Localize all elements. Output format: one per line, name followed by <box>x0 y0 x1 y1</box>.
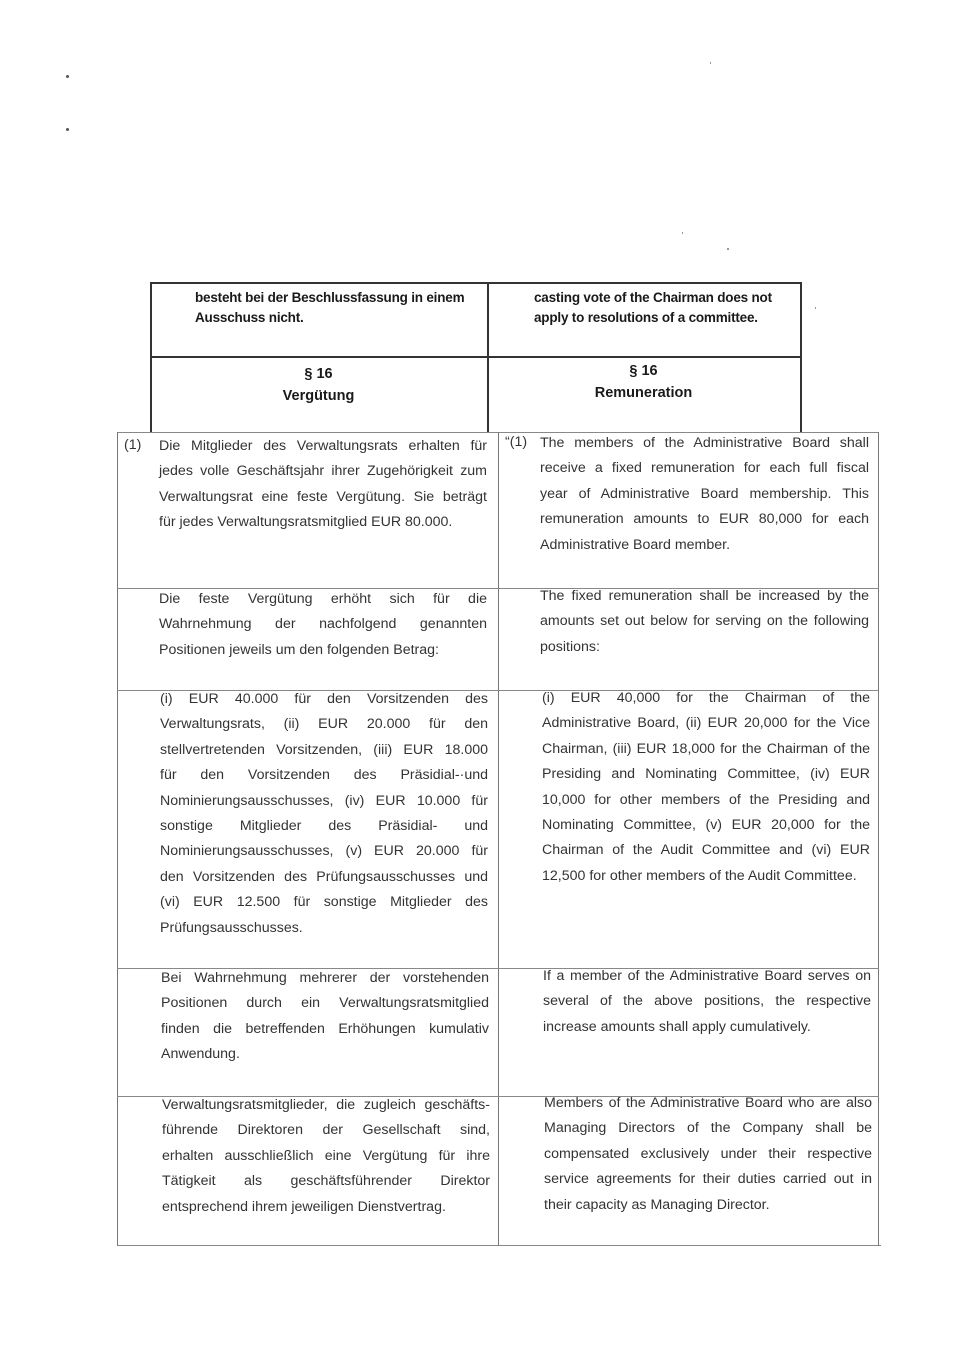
text-line: (i) EUR 40,000 for the Chairman of the <box>542 690 870 706</box>
section-heading-right <box>487 360 800 404</box>
text-line: Managing Directors of the Company shall be <box>544 1120 872 1137</box>
text-line: 12,500 for other members of the Audit Committee. <box>542 867 857 884</box>
text-line: Die feste Vergütung erhöht sich für die <box>159 591 487 607</box>
row-1-english <box>540 431 869 558</box>
text-line: erhalten ausschließlich eine Vergütung für ihre <box>162 1147 490 1164</box>
row-1-german <box>159 434 487 536</box>
scan-speck <box>66 128 69 131</box>
text-line: If a member of the Administrative Board serves on <box>543 968 871 984</box>
paragraph-marker: “(1) <box>505 434 528 450</box>
section-number: § 16 <box>629 363 658 379</box>
text-line: den Vorsitzenden des Prüfungsausschusses und <box>160 868 488 885</box>
text-line: Chairman of the Audit Committee and (vi) EUR <box>542 842 870 859</box>
text-line: Anwendung. <box>161 1046 240 1063</box>
text-line: führende Direktoren der Gesellschaft sind, <box>162 1122 490 1139</box>
text-line: Wahrnehmung der nachfolgend genannten <box>159 616 487 633</box>
text-line: receive a fixed remuneration for each full fiscal <box>540 460 869 477</box>
row-3-english <box>542 686 870 889</box>
scan-speck <box>66 75 69 78</box>
scan-speck <box>710 62 711 64</box>
text-line: positions: <box>540 638 600 655</box>
text-line: Tätigkeit als geschäftsführender Direktor <box>162 1173 490 1190</box>
row-5-english <box>544 1091 872 1218</box>
text-line: year of Administrative Board membership. This <box>540 485 869 502</box>
text-line: Die Mitglieder des Verwaltungsrats erhalten für <box>159 438 487 454</box>
section-heading-left <box>150 363 487 407</box>
row-4-english <box>543 964 871 1040</box>
row-2-english <box>540 584 869 660</box>
text-line: Members of the Administrative Board who are also <box>544 1095 872 1111</box>
text-line: compensated exclusively under their respective <box>544 1145 872 1162</box>
text-line: entsprechend ihrem jeweiligen Dienstvertrag. <box>162 1198 446 1215</box>
text-line: 10,000 for other members of the Presiding and <box>542 791 870 808</box>
text-line: remuneration amounts to EUR 80,000 for each <box>540 511 869 528</box>
text-line: (i) EUR 40.000 für den Vorsitzenden des <box>160 691 488 707</box>
text-line: besteht bei der Beschlussfassung in einem <box>195 290 465 305</box>
text-line: The fixed remuneration shall be increased by the <box>540 588 869 604</box>
text-line: Verwaltungsrat eine feste Vergütung. Sie beträgt <box>159 488 487 505</box>
text-line: Verwaltungsrats, (ii) EUR 20.000 für den <box>160 716 488 733</box>
text-line: amounts set out below for serving on the following <box>540 613 869 630</box>
text-line: Bei Wahrnehmung mehrerer der vorstehenden <box>161 970 489 986</box>
text-line: Presiding and Nominating Committee, (iv) EUR <box>542 766 870 783</box>
section-title: Vergütung <box>282 388 355 404</box>
text-line: Nominierungsausschusses, (v) EUR 20.000 für <box>160 843 488 860</box>
row-2-german <box>159 587 487 663</box>
row-5-german <box>162 1093 490 1220</box>
text-line: Ausschuss nicht. <box>195 310 304 325</box>
text-line: their capacity as Managing Director. <box>544 1196 770 1213</box>
section-number: § 16 <box>304 366 333 382</box>
top-section-table <box>150 282 802 432</box>
text-line: apply to resolutions of a committee. <box>534 310 758 325</box>
text-line: Prüfungsausschusses. <box>160 919 303 936</box>
row-3-german <box>160 687 488 941</box>
scan-speck <box>682 232 683 234</box>
text-line: casting vote of the Chairman does not <box>534 290 772 305</box>
text-line: The members of the Administrative Board shall <box>540 435 869 451</box>
text-line: (vi) EUR 12.500 für sonstige Mitglieder des <box>160 894 488 911</box>
scan-speck <box>815 307 816 309</box>
text-line: Verwaltungsratsmitglieder, die zugleich geschäfts- <box>162 1097 490 1113</box>
text-line: Administrative Board, (ii) EUR 20,000 for the Vice <box>542 715 870 732</box>
text-line: Positionen durch ein Verwaltungsratsmitglied <box>161 995 489 1012</box>
text-line: Chairman, (iii) EUR 18,000 for the Chairman of the <box>542 740 870 757</box>
section-title: Remuneration <box>594 385 693 401</box>
text-line: Nominierungsausschusses, (iv) EUR 10.000 für <box>160 792 488 809</box>
text-line: jedes volle Geschäftsjahr ihrer Zugehörigkeit zum <box>159 463 487 480</box>
text-line: finden die betreffenden Erhöhungen kumulativ <box>161 1020 489 1037</box>
text-line: für den Vorsitzenden des Präsidial-·und <box>160 767 488 784</box>
text-line: sonstige Mitglieder des Präsidial- und <box>160 818 488 835</box>
text-line: several of the above positions, the respective <box>543 993 871 1010</box>
text-line: für jedes Verwaltungsratsmitglied EUR 80.000. <box>159 514 453 531</box>
scan-speck <box>727 248 729 250</box>
text-line: Positionen jeweils um den folgenden Betrag: <box>159 641 439 658</box>
paragraph-marker: (1) <box>124 437 142 453</box>
row-4-german <box>161 966 489 1068</box>
text-line: service agreements for their duties carried out in <box>544 1171 872 1188</box>
text-line: Nominating Committee, (v) EUR 20,000 for the <box>542 817 870 834</box>
text-line: increase amounts shall apply cumulatively. <box>543 1018 811 1035</box>
top-right-text <box>534 288 799 328</box>
text-line: Administrative Board member. <box>540 536 731 553</box>
top-left-text <box>195 288 485 328</box>
text-line: stellvertretenden Vorsitzenden, (iii) EUR 18.000 <box>160 741 488 758</box>
